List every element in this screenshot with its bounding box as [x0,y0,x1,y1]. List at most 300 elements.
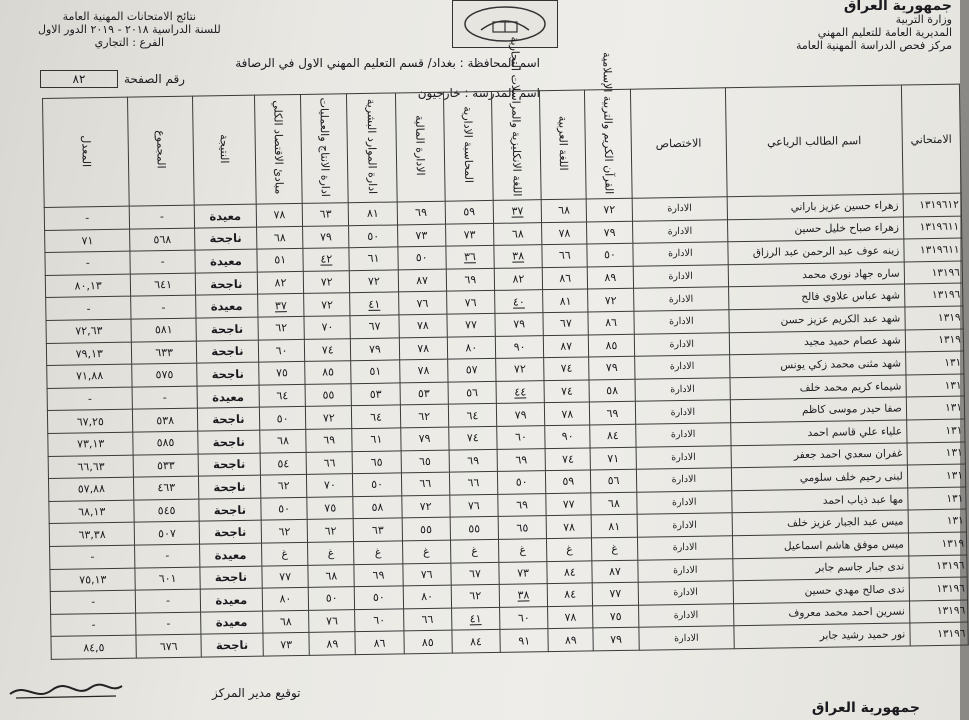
specialization-cell-text: الادارة [668,270,693,283]
grade-cell-text: ٨٢ [512,272,525,286]
grade-cell-text: ٧٨ [417,364,430,378]
grade-cell-text: ٦٩ [516,498,529,512]
total-cell [131,273,196,297]
grade-cell [446,246,495,269]
grade-cell-text: ٨٥ [322,365,335,380]
grade-cell-text: ٤٢ [320,252,333,267]
result-cell [197,385,260,409]
exam-number-cell [903,193,962,217]
grade-cell [589,379,635,402]
specialization-cell [634,355,730,379]
total-cell [133,431,198,455]
column-header-label: الادارة المالية [413,115,427,176]
grade-cell-text: ٧٢ [321,298,334,312]
grade-cell [262,565,309,588]
result-cell-text: معيدة [215,615,248,630]
grade-cell [495,313,544,336]
grade-cell [451,562,500,585]
specialization-cell [633,287,729,311]
grade-cell-text: ٩٠ [513,340,526,354]
total-cell [131,318,196,342]
footer-heading: جمهورية العراق [811,700,920,716]
grade-cell [496,403,545,426]
average-cell [46,319,132,343]
specialization-cell-text: الادارة [669,338,695,351]
exam-number-cell [908,532,967,556]
average-cell [48,455,134,479]
header-left-line: نتائج الامتحانات المهنية العامة [62,10,197,23]
exam-number-cell [906,419,965,443]
grade-cell [500,629,549,652]
specialization-cell [634,332,730,356]
result-cell [196,340,259,364]
grade-cell [496,380,545,403]
grade-cell [352,428,401,451]
grade-cell-text: ٧٨ [417,341,430,355]
total-cell-text: ٥٣٨ [156,413,175,427]
grade-cell [593,605,639,628]
total-cell [136,634,201,658]
student-name-cell [727,194,903,219]
student-name-cell [734,601,910,626]
grade-cell [588,289,634,312]
exam-number-cell-text: ١٣١٩ [937,311,961,324]
result-cell [197,407,260,431]
student-name-cell-text: صفا حيدر موسى كاظم [801,402,902,417]
grade-cell-text: ٦٧ [468,566,481,581]
grade-cell-text: ٧٧ [562,497,575,511]
grade-cell [303,225,350,248]
grade-cell [545,402,591,425]
column-header [192,95,256,205]
grade-cell [398,292,447,315]
exam-number-cell [906,396,965,420]
grade-cell [590,447,636,470]
grade-cell-text: ٧٨ [416,319,429,333]
grade-cell-text: ٣٨ [512,249,525,264]
grade-cell [353,496,402,519]
grade-cell-text: ٥٠ [415,251,428,265]
grade-cell-text: ٦٢ [469,589,482,603]
grade-cell-text: ٧٢ [320,275,333,289]
column-header-label: مبادئ الاقتصاد الكلي [271,100,286,195]
grade-cell [400,382,449,405]
total-cell [132,363,197,387]
grade-cell-text: ٧٩ [513,317,526,331]
column-header [254,94,302,204]
result-cell-text: ناجحة [215,637,249,653]
average-cell-text: ٥٧,٨٨ [77,482,106,496]
grade-cell-text: ٨٤ [564,588,577,602]
grade-cell-text: ٥٩ [463,205,476,219]
grade-cell-text: ٧٦ [420,567,433,581]
specialization-cell-text: الادارة [672,541,698,554]
result-cell-text: معيدة [215,592,248,608]
column-header-label: اللغة العربية [556,115,571,171]
grade-cell [403,608,452,631]
grade-cell-text: ٣٧ [274,298,287,313]
grade-cell-text: ٦٦ [421,612,434,627]
average-cell [50,568,136,592]
table-body [44,193,968,659]
grade-cell-text: ٧٩ [368,342,381,356]
grade-cell-text: ٥٠ [325,591,338,605]
column-header-label: اسم الطالب الرباعي [766,133,862,149]
grade-cell [349,225,398,248]
grade-cell [493,200,542,223]
student-name-cell-text: شيماء كريم محمد خلف [799,380,902,394]
column-header [443,91,493,201]
grade-cell-text: ٦٣ [371,523,384,537]
specialization-cell [632,242,728,266]
grade-cell-text: ٧٢ [513,362,526,377]
specialization-cell-text: الادارة [667,203,692,215]
grade-cell [448,404,497,427]
grade-cell-text: ٦٦ [558,249,571,263]
grade-cell [308,542,355,565]
grade-cell [400,427,449,450]
grade-cell-text: ٧٩ [603,225,616,240]
grade-cell-text: ٨٧ [560,339,573,353]
grade-cell-text: ٦٢ [278,524,291,538]
grade-cell-text: ٧٢ [604,293,617,307]
specialization-cell [636,468,732,492]
grade-cell [451,607,500,630]
ministry-header [796,0,952,52]
grade-cell [349,247,398,270]
grade-cell-text: غ [611,542,619,556]
grade-cell [451,584,500,607]
grade-cell-text: ٨٥ [421,635,434,649]
grade-cell [445,223,494,246]
grade-cell-text: ٧٢ [603,203,616,217]
exam-number-cell-text: ١٣١٩٦ [937,627,966,641]
grade-cell-text: ٦٨ [511,227,524,241]
student-name-cell [731,442,907,467]
total-cell-text: ٥٧٥ [155,368,174,382]
column-header [301,94,349,204]
result-cell-text: ناجحة [211,344,244,359]
grade-cell-text: ٧٤ [321,343,334,357]
result-cell-text: ناجحة [211,366,244,382]
grade-cell-text: ٧١ [607,451,620,465]
header-right-line: مركز فحص الدراسة المهنية العامة [796,39,952,52]
total-cell-text: - [166,617,171,631]
grade-cell [593,582,639,605]
student-name-cell [730,375,906,400]
grade-cell [495,290,544,313]
table-header-row [43,84,962,207]
exam-number-cell-text: ١٣١٩٦ [931,288,961,302]
grade-cell-text: ٨١ [608,519,621,533]
exam-number-cell-text: ١٣١ [945,446,963,460]
student-name-cell-text: ندى جبار جاسم جابر [815,560,905,575]
grade-cell-text: ٦١ [370,432,383,447]
grade-cell [450,494,499,517]
total-cell [132,341,197,365]
grade-cell [404,630,453,653]
grade-cell-text: ٦٠ [373,613,386,627]
grade-cell [497,426,546,449]
specialization-cell [635,400,731,424]
grade-cell-text: غ [327,546,335,560]
grade-cell [590,402,636,425]
grade-cell-text: ٣٨ [517,588,530,602]
grade-cell [309,609,356,632]
result-cell [196,317,259,341]
grade-cell [259,362,306,385]
specialization-cell-text: الادارة [671,496,697,509]
grade-cell [258,294,305,317]
student-name-cell-text: لبنى رحيم خلف سلومي [799,470,903,485]
grade-cell [258,316,305,339]
student-name-cell-text: ساره جهاد نوري محمد [802,267,900,281]
grade-cell-text: ٨٠ [465,341,478,355]
grade-cell-text: ٥١ [369,365,382,379]
student-name-cell [731,420,907,445]
average-cell-text: - [87,392,93,406]
grade-cell [546,493,592,516]
exam-number-cell-text: ١٣١ [944,379,962,392]
total-cell-text: - [160,255,165,269]
grade-cell [259,384,306,407]
grade-cell [355,631,404,654]
column-header [128,96,194,206]
grade-cell-text: ٤١ [368,297,381,311]
average-cell [48,432,134,456]
grade-cell-text: ٦٩ [464,273,477,287]
student-name-cell-text: شهد مثنى محمد زكي يونس [780,357,902,372]
result-cell [200,566,263,590]
grade-cell-text: ٧٥ [609,609,622,624]
average-cell [45,251,131,275]
grade-cell [260,429,307,452]
grade-cell-text: ٨٤ [563,565,576,579]
total-cell-text: ٦٧٦ [159,639,178,653]
signature-mark [6,676,126,706]
grade-cell-text: ٦٧ [368,319,381,334]
result-cell-text: ناجحة [210,276,243,291]
student-name-cell-text: زهراء صباح خليل حسين [794,221,899,236]
grade-cell [544,380,590,403]
result-cell [200,611,263,635]
specialization-cell-text: الادارة [669,361,695,373]
total-cell-text: - [165,594,171,608]
grade-cell-text: ٧٩ [605,361,618,375]
student-name-cell-text: ندى صالح مهدي حسين [804,583,905,597]
grade-cell [591,469,637,492]
grade-cell [592,537,638,560]
signature-label: توقيع مدير المركز [212,686,301,700]
grade-cell [494,245,543,268]
grade-cell-text: ٤٠ [512,295,525,309]
grade-cell [547,560,593,583]
grade-cell-text: ٥٧ [465,363,478,377]
grade-cell-text: ٦٥ [418,454,431,468]
column-header-label: ادارة الانتاج والعمليات [317,97,332,197]
grade-cell [304,316,351,339]
total-cell-text: ٦٤١ [154,278,173,292]
average-cell-text: ٧٥,١٣ [79,572,107,587]
specialization-cell-text: الادارة [672,564,698,576]
grade-cell-text: ٧٩ [514,408,527,422]
student-name-cell-text: شهد عصام حميد مجيد [804,334,901,349]
column-header [585,52,632,199]
grade-cell-text: ٦٨ [277,434,290,448]
grade-cell [308,564,355,587]
grade-cell [498,493,547,516]
grade-cell [587,221,633,244]
grade-cell [263,633,310,656]
column-header [347,93,397,203]
specialization-cell-text: الادارة [668,293,694,305]
grade-cell-text: ٧٥ [324,501,337,515]
student-name-cell-text: ميس موفق هاشم اسماعيل [783,538,904,553]
grade-cell-text: ٨٧ [608,564,621,578]
exam-number-cell [907,487,966,511]
grade-cell-text: ٦٨ [558,204,571,218]
grade-cell-text: ٧٦ [326,614,339,628]
result-cell [195,272,258,296]
student-name-cell [733,555,909,580]
total-cell-text: - [162,391,167,405]
grade-cell-text: ٧٨ [564,610,577,624]
average-cell-text: - [91,595,96,609]
specialization-cell-text: الادارة [671,474,697,486]
student-name-cell [732,533,908,558]
column-header-label: اللغة الانكليزية والمراسلات التجارية [508,35,524,197]
grade-cell-text: ٦٣ [319,207,332,221]
total-cell [135,521,200,545]
grade-cell-text: ٩١ [518,633,531,648]
grade-cell [452,630,501,653]
exam-number-cell-text: ١٣١٩ [938,333,962,347]
grade-cell-text: ٦٢ [277,479,290,493]
result-cell [198,453,261,477]
grade-cell-text: ٥١ [274,253,287,267]
result-cell [201,633,264,657]
grade-cell [494,222,543,245]
result-cell-text: معيدة [212,389,245,404]
result-cell [196,362,259,386]
grade-cell-text: ٧٦ [464,295,477,310]
grade-cell [591,492,637,515]
grade-cell-text: ٥٤ [277,456,290,471]
grade-cell-text: ٦٤ [466,408,479,423]
average-cell [47,364,133,388]
grade-cell [401,450,450,473]
grade-cell-text: ٥٠ [367,229,380,243]
grade-cell [401,495,450,518]
total-cell-text: ٥٦٨ [153,232,172,247]
average-cell [47,409,133,433]
grade-cell [497,448,546,471]
grade-cell [309,632,356,655]
grade-cell [546,515,592,538]
grade-cell-text: ٧٧ [279,569,292,584]
grade-cell-text: ٥٣ [369,387,382,401]
header-right-line: جمهورية العراق [843,0,952,14]
grade-cell-text: ٨٤ [606,429,619,443]
grade-cell [402,517,451,540]
average-cell-text: ٧٩,١٣ [75,346,103,361]
result-cell-text: ناجحة [214,524,247,540]
exam-number-cell-text: ١٣١ [944,356,962,369]
grade-cell [351,360,400,383]
average-cell [46,296,132,320]
student-name-cell [734,623,910,648]
grade-cell-text: ٥٨ [606,384,619,398]
grade-cell [447,313,496,336]
student-name-cell-text: نور حميد رشيد جابر [819,628,906,642]
grade-cell-text: ٦٩ [415,206,428,220]
grade-cell [397,246,446,269]
exam-number-cell-text: ١٣١٩٦١١ [919,221,960,234]
column-header-label: المعدل [79,134,93,167]
grade-cell [355,609,404,632]
average-cell-text: ٧٢,٦٣ [75,324,103,338]
exam-number-cell-text: ١٣١٩٦ [936,605,966,618]
student-name-cell [729,307,905,332]
result-cell-text: ناجحة [213,502,247,517]
grade-cell-text: ٦٢ [275,321,288,335]
average-cell [47,387,133,411]
grade-cell [548,628,594,651]
grade-cell-text: ٥٥ [468,521,481,535]
average-cell-text: ٨٠,١٣ [74,279,102,293]
average-cell [50,590,136,614]
grade-cell-text: ٥٠ [603,248,617,262]
grade-cell-text: ٧٨ [561,407,574,421]
grade-cell [541,199,587,222]
grade-cell-text: ٦٠ [275,344,288,358]
grade-cell [354,541,403,564]
average-cell [46,342,132,366]
grade-cell [589,356,635,379]
grade-cell-text: ٩٠ [561,429,574,444]
column-header-label: الاختصاص [655,136,702,150]
grade-cell [263,610,310,633]
grade-cell [303,270,350,293]
grade-cell-text: ٨٦ [605,316,618,330]
result-cell-text: ناجحة [209,231,242,246]
grade-cell [545,425,591,448]
student-name-cell-text: ميس عبد الجبار عزيز خلف [787,515,904,530]
grade-cell-text: ٦٦ [323,456,336,470]
total-cell-text: ٥٨١ [154,323,173,337]
grade-cell [545,447,591,470]
exam-number-cell-text: ١٣١٩٦ [936,559,965,573]
exam-number-cell [905,351,964,375]
grade-cell [400,405,449,428]
grade-cell [403,585,452,608]
grade-cell-text: ٧٣ [463,228,476,242]
grade-cell-text: ٨٤ [469,634,483,648]
exam-number-cell [904,238,963,262]
grade-cell [352,450,401,473]
exam-number-cell [905,306,964,330]
average-cell [50,545,136,569]
average-cell-text: - [91,618,96,632]
total-cell [133,386,198,410]
student-name-cell-text: شهد عباس علاوي فالح [801,289,901,304]
grade-cell [542,222,588,245]
grade-cell [446,268,495,291]
exam-number-cell-text: ١٣١٩٦ [931,266,960,279]
result-cell [194,204,257,228]
grade-cell-text: ٦٩ [372,568,385,582]
average-cell [49,522,135,546]
